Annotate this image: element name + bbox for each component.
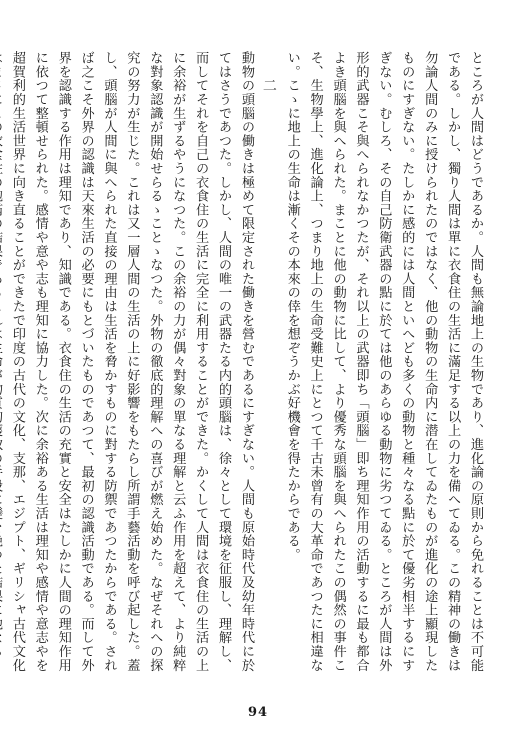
page-number: 94 (247, 705, 269, 720)
vertical-text-body (9, 38, 486, 678)
paragraph-1: ところが人間はどうであるか。人間も無論地上の生物であり、進化論の原則から免れることは不可能である。しかし、獨り人間は單に衣食住の生活に滿足する以上の力を備へてゐる。この精神の働きは勿論人間のみに授けられたのではなく、他の動物の生命内に潜在してゐたものが進化の途上顯現したものにすぎない。たしかに感的には人間といへども多くの動物と種々なる點に於て優劣相半するにすぎない。むしろ、その自己防衛武器の點に於ては他のあらゆる動物に劣つてゐる。ところが人間は外形的武器こそ與へられなかつたが、それ以上の武器即ち「頭腦」即ち理知作用の活動するに最も都合よき頭腦を與へられた。まことに他の動物に比して、より優秀な頭腦を與へられたこの偶然の事件こそ、生物學上、進化論上、つまり地上の生命受難史上にとつて千古未曾有の大革命であつたに相違ない。こゝに地上の生命は漸くその本來の倖を想ぞうかぶ好機會を得たからである。 (284, 51, 483, 672)
paragraph-2: 動物の頭腦の働きは極めて限定された働きを營むであるにすぎない。人間も原始時代及幼年時代に於てはさうであつた。しかし、人間の唯一の武器たる内的頭腦は、徐々として環境を征服し、理解し、而してそれを自己の衣食住の生活に完全に利用することができた。かくして人間は衣食住の生活の上に余裕が生ずるやうになつた。この余裕の力が偶々對象の單なる理解と云ふ作用を超えて、より純粹な對象認識が開始せらるゝことゝなつた。外物の徹底的理解への喜びが燃え始めた。なぜそれへの探究の努力が生じた。これは又一層人間の生活の上に好影響をもたらし所謂手藝活動を呼び起した。蓋し、頭腦が人間に與へられた直接の理由は生活を脅かすものに對する防禦であつたからである。されば之こそ外界の認識は天來生活の必要にもとづいたものであつて、最初の認識活動である。而して外界を認識する作用は理知であり、知識である。衣食住の生活の充實と安全はたしかに人間の理知作用に依つて整頓せられた。感情や意や志も理知に協力した。次に余裕ある生活は理知や感情や意志やを超賀利的生活世界に向き直ることができたで印度の古代の文化、支那、エジプト、ギリシャ古代文化 (9, 51, 254, 672)
section-heading (257, 38, 280, 678)
section-number: 二 (260, 78, 277, 93)
